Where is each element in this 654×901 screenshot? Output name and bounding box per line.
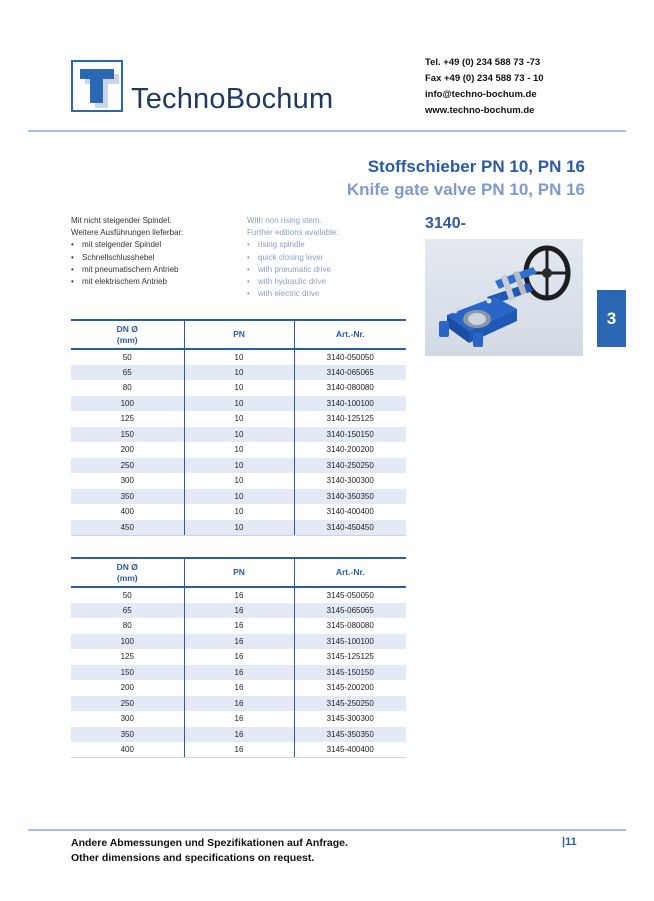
contact-email[interactable]: info@techno-bochum.de bbox=[425, 89, 537, 100]
table-row bbox=[71, 634, 406, 650]
table-row bbox=[71, 587, 406, 603]
table-row bbox=[71, 349, 406, 365]
table-row bbox=[71, 458, 406, 474]
cell-art: 3145-300300 bbox=[326, 714, 374, 724]
cell-art: 3145-150150 bbox=[294, 665, 406, 681]
table-row bbox=[71, 680, 406, 696]
cell-art: 3145-065065 bbox=[294, 603, 406, 619]
cell-art: 3140-450450 bbox=[294, 520, 406, 536]
cell-dn: 125 bbox=[71, 649, 184, 665]
cell-dn: 100 bbox=[71, 634, 184, 650]
cell-art: 3145-200200 bbox=[326, 683, 374, 693]
cell-pn: 16 bbox=[184, 696, 294, 712]
col-header-pn: PN bbox=[184, 320, 294, 349]
cell-dn: 65 bbox=[71, 603, 184, 619]
title-german: Stoffschieber PN 10, PN 16 bbox=[367, 157, 585, 176]
list-item: • with pneumatic drive bbox=[247, 264, 339, 276]
cell-pn: 10 bbox=[184, 365, 294, 381]
cell-pn: 16 bbox=[184, 711, 294, 727]
table-row bbox=[71, 473, 406, 489]
list-item: • quick closing lever bbox=[247, 252, 339, 264]
list-item: • rising spindle bbox=[247, 239, 339, 251]
list-item: • mit pneumatischem Antrieb bbox=[71, 264, 183, 276]
table-pn16 bbox=[71, 557, 406, 758]
footer-de: Andere Abmessungen und Spezifikationen auf Anfrage. bbox=[71, 837, 348, 849]
cell-art: 3145-125125 bbox=[326, 652, 374, 662]
cell-pn: 10 bbox=[184, 396, 294, 412]
cell-dn: 200 bbox=[71, 442, 184, 458]
product-image bbox=[425, 239, 583, 356]
table-row bbox=[71, 618, 406, 634]
cell-pn: 10 bbox=[184, 380, 294, 396]
logo-mark bbox=[71, 60, 123, 112]
list-item: • with electric drive bbox=[247, 288, 339, 300]
table-pn10 bbox=[71, 319, 406, 536]
brand-name: TechnoBochum bbox=[131, 83, 334, 115]
cell-pn: 16 bbox=[184, 680, 294, 696]
table-row bbox=[71, 365, 406, 381]
cell-art: 3140-300300 bbox=[326, 476, 374, 486]
cell-dn: 80 bbox=[71, 618, 184, 634]
cell-dn: 50 bbox=[71, 349, 184, 365]
col-header-art: Art.-Nr. bbox=[294, 320, 406, 349]
cell-pn: 16 bbox=[184, 649, 294, 665]
cell-dn: 450 bbox=[71, 520, 184, 536]
header-divider bbox=[28, 130, 626, 132]
cell-art: 3145-050050 bbox=[326, 590, 374, 600]
cell-dn: 250 bbox=[71, 458, 184, 474]
cell-art: 3140-150150 bbox=[294, 427, 406, 443]
footer-note bbox=[71, 836, 348, 866]
table-row bbox=[71, 649, 406, 665]
desc-de-line1: Mit nicht steigender Spindel. bbox=[71, 216, 172, 225]
cell-art: 3140-125125 bbox=[326, 414, 374, 424]
table-row bbox=[71, 504, 406, 520]
desc-de-list bbox=[71, 239, 183, 288]
cell-dn: 100 bbox=[71, 396, 184, 412]
list-item: • Schnellschlusshebel bbox=[71, 252, 183, 264]
col-header-pn: PN bbox=[184, 558, 294, 587]
cell-dn: 300 bbox=[71, 473, 184, 489]
cell-dn: 300 bbox=[71, 711, 184, 727]
cell-pn: 16 bbox=[184, 587, 294, 603]
description-english bbox=[247, 215, 339, 300]
page-number: |11 bbox=[562, 836, 577, 848]
knife-gate-valve-icon bbox=[425, 239, 583, 356]
cell-dn: 250 bbox=[71, 696, 184, 712]
cell-pn: 10 bbox=[184, 458, 294, 474]
cell-pn: 10 bbox=[184, 520, 294, 536]
table-row bbox=[71, 442, 406, 458]
cell-dn: 50 bbox=[71, 587, 184, 603]
cell-art: 3140-250250 bbox=[294, 458, 406, 474]
footer-en: Other dimensions and specifications on request. bbox=[71, 852, 315, 864]
title-english: Knife gate valve PN 10, PN 16 bbox=[346, 180, 585, 199]
desc-en-line2: Further editions available: bbox=[247, 228, 339, 238]
cell-art: 3145-400400 bbox=[294, 742, 406, 758]
contact-block bbox=[425, 55, 544, 119]
cell-pn: 10 bbox=[184, 349, 294, 365]
cell-dn: 125 bbox=[71, 411, 184, 427]
table-row bbox=[71, 696, 406, 712]
col-header-dn: DN Ø (mm) bbox=[71, 558, 184, 587]
list-item: • with hydraulic drive bbox=[247, 276, 339, 288]
cell-art: 3140-350350 bbox=[294, 489, 406, 505]
cell-pn: 16 bbox=[184, 742, 294, 758]
table-row bbox=[71, 427, 406, 443]
list-item: • mit elektrischem Antrieb bbox=[71, 276, 183, 288]
table-row bbox=[71, 727, 406, 743]
cell-pn: 10 bbox=[184, 489, 294, 505]
product-code: 3140- bbox=[425, 215, 466, 232]
cell-pn: 10 bbox=[184, 411, 294, 427]
cell-dn: 350 bbox=[71, 727, 184, 743]
cell-pn: 10 bbox=[184, 442, 294, 458]
cell-pn: 16 bbox=[184, 634, 294, 650]
table-row bbox=[71, 603, 406, 619]
table-row bbox=[71, 711, 406, 727]
col-header-dn: DN Ø (mm) bbox=[71, 320, 184, 349]
cell-art: 3140-080080 bbox=[326, 383, 374, 393]
cell-art: 3140-050050 bbox=[326, 352, 374, 362]
desc-en-list bbox=[247, 239, 339, 300]
cell-art: 3145-250250 bbox=[294, 696, 406, 712]
table-row bbox=[71, 380, 406, 396]
desc-en-line1: With non rising stem. bbox=[247, 216, 322, 225]
cell-pn: 10 bbox=[184, 427, 294, 443]
chapter-tab[interactable]: 3 bbox=[597, 290, 626, 347]
cell-dn: 150 bbox=[71, 427, 184, 443]
cell-pn: 10 bbox=[184, 504, 294, 520]
footer-divider bbox=[28, 829, 626, 831]
contact-fax: Fax +49 (0) 234 588 73 - 10 bbox=[425, 73, 544, 84]
cell-art: 3140-065065 bbox=[294, 365, 406, 381]
description-german bbox=[71, 215, 183, 288]
cell-art: 3140-200200 bbox=[326, 445, 374, 455]
cell-dn: 65 bbox=[71, 365, 184, 381]
cell-dn: 150 bbox=[71, 665, 184, 681]
list-item: • mit steigender Spindel bbox=[71, 239, 183, 251]
cell-art: 3145-080080 bbox=[326, 621, 374, 631]
cell-dn: 200 bbox=[71, 680, 184, 696]
contact-web[interactable]: www.techno-bochum.de bbox=[425, 105, 535, 116]
cell-art: 3140-100100 bbox=[294, 396, 406, 412]
cell-pn: 16 bbox=[184, 727, 294, 743]
table-row bbox=[71, 520, 406, 536]
cell-dn: 400 bbox=[71, 504, 184, 520]
cell-pn: 10 bbox=[184, 473, 294, 489]
desc-de-line2: Weitere Ausführungen lieferbar: bbox=[71, 228, 184, 238]
cell-dn: 80 bbox=[71, 380, 184, 396]
cell-art: 3140-400400 bbox=[326, 507, 374, 517]
cell-dn: 350 bbox=[71, 489, 184, 505]
cell-pn: 16 bbox=[184, 665, 294, 681]
contact-tel: Tel. +49 (0) 234 588 73 -73 bbox=[425, 57, 541, 68]
table-row bbox=[71, 665, 406, 681]
col-header-art: Art.-Nr. bbox=[294, 558, 406, 587]
cell-art: 3145-100100 bbox=[294, 634, 406, 650]
table-row bbox=[71, 489, 406, 505]
table-row bbox=[71, 411, 406, 427]
table-row bbox=[71, 396, 406, 412]
cell-pn: 16 bbox=[184, 618, 294, 634]
cell-pn: 16 bbox=[184, 603, 294, 619]
cell-dn: 400 bbox=[71, 742, 184, 758]
cell-art: 3145-350350 bbox=[294, 727, 406, 743]
table-row bbox=[71, 742, 406, 758]
